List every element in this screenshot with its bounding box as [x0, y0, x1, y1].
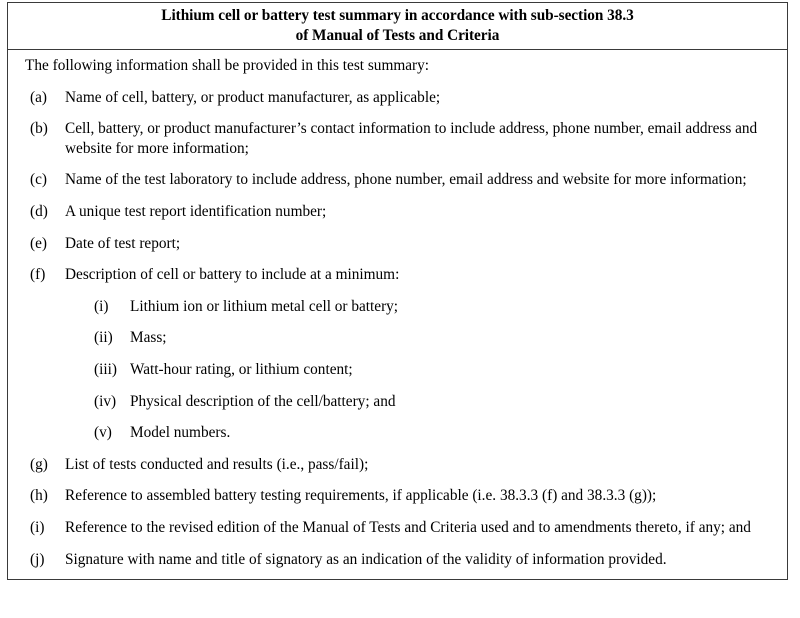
sublist-item-text: Watt-hour rating, or lithium content; — [130, 360, 353, 378]
table-title — [8, 3, 787, 50]
list-item-marker: (e) — [30, 234, 47, 252]
list-item-text: Reference to the revised edition of the Manual of Tests and Criteria used and to amendments thereto, if any; and — [65, 518, 751, 536]
list-item-marker: (d) — [30, 202, 48, 220]
sublist-item — [94, 297, 775, 317]
list-item-text: List of tests conducted and results (i.e., pass/fail); — [65, 455, 369, 473]
list-item-text: Description of cell or battery to include at a minimum: — [65, 266, 400, 284]
list-item-marker: (c) — [30, 171, 47, 189]
list-item-marker: (f) — [30, 266, 46, 284]
list-item — [20, 550, 775, 570]
sublist-item-text: Lithium ion or lithium metal cell or battery; — [130, 297, 399, 315]
sublist-item — [94, 360, 775, 380]
list-item — [20, 234, 775, 254]
list-item — [20, 265, 775, 443]
list-item-text: Name of cell, battery, or product manufacturer, as applicable; — [65, 88, 441, 106]
list-item — [20, 88, 775, 108]
list-item-text: Signature with name and title of signatory as an indication of the validity of information provided. — [65, 550, 667, 568]
sublist-item-marker: (i) — [94, 297, 109, 315]
list-item — [20, 486, 775, 506]
list-item-text: A unique test report identification number; — [65, 202, 327, 220]
list-item-marker: (j) — [30, 550, 45, 568]
sublist-item — [94, 392, 775, 412]
sublist-item-text: Mass; — [130, 329, 167, 347]
test-summary-table — [7, 2, 788, 580]
list-item — [20, 170, 775, 190]
sublist-item — [94, 328, 775, 348]
sublist-item-marker: (ii) — [94, 329, 113, 347]
intro-paragraph: The following information shall be provided in this test summary: — [25, 57, 430, 74]
list-item — [20, 518, 775, 538]
list-item-marker: (g) — [30, 455, 48, 473]
list-item-marker: (h) — [30, 487, 48, 505]
list-item — [20, 455, 775, 475]
sublist-item — [94, 423, 775, 443]
list-item-text: Cell, battery, or product manufacturer’s contact information to include address, phone number, email address and website for more information; — [65, 120, 758, 157]
sublist-item-marker: (iii) — [94, 360, 117, 378]
sublist-item-text: Physical description of the cell/battery; and — [130, 392, 396, 410]
list-item-marker: (a) — [30, 88, 47, 106]
cell-description-sublist — [94, 297, 775, 443]
list-item — [20, 202, 775, 222]
table-body — [8, 50, 787, 579]
table-title-line-1: Lithium cell or battery test summary in accordance with sub-section 38.3 — [161, 7, 634, 24]
list-item-marker: (b) — [30, 120, 48, 138]
list-item — [20, 119, 775, 158]
table-title-line-2: of Manual of Tests and Criteria — [295, 26, 500, 44]
list-item-text: Date of test report; — [65, 234, 181, 252]
requirements-list — [20, 88, 775, 570]
list-item-text: Name of the test laboratory to include address, phone number, email address and website for more information; — [65, 171, 747, 189]
sublist-item-marker: (v) — [94, 424, 112, 442]
list-item-marker: (i) — [30, 518, 45, 536]
sublist-item-marker: (iv) — [94, 392, 117, 410]
list-item-text: Reference to assembled battery testing requirements, if applicable (i.e. 38.3.3 (f) and 38.3.3 (g)); — [65, 487, 657, 505]
sublist-item-text: Model numbers. — [130, 424, 231, 442]
